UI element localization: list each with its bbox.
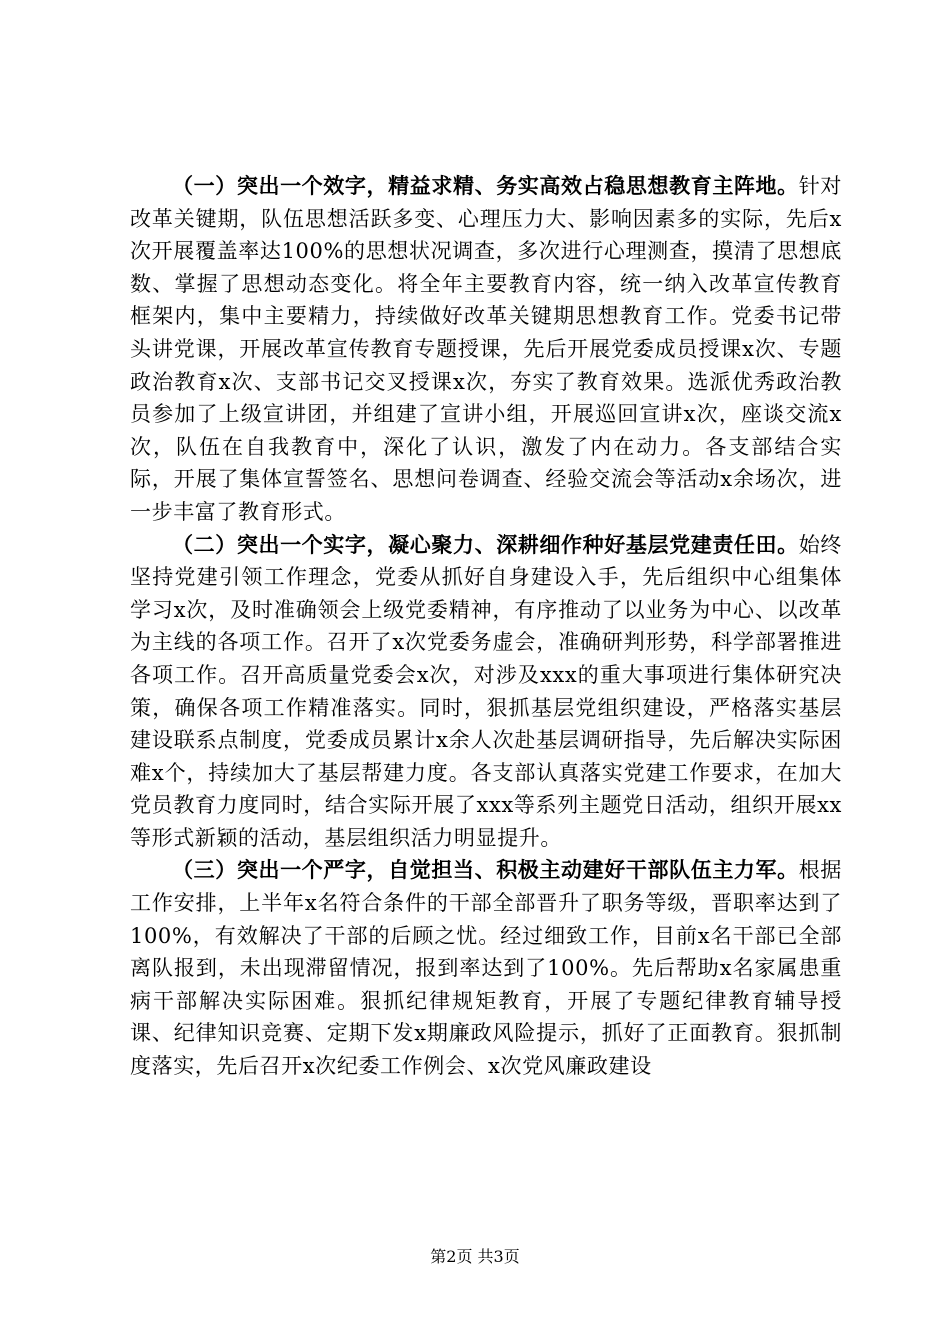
page-footer — [0, 1244, 950, 1267]
page-number-label: 第2页 共3页 — [430, 1247, 520, 1266]
paragraph-1 — [130, 170, 842, 529]
paragraph-text: 根据工作安排，上半年x名符合条件的干部全部晋升了职务等级，晋职率达到了100%，有效解决了干部的后顾之忧。经过细致工作，目前x名干部已全部离队报到，未出现滞留情况，报到率达到了100%。先后帮助x名家属患重病干部解决实际困难。狠抓纪律规矩教育，开展了专题纪律教育辅导授课、纪律知识竞赛、定期下发x期廉政风险提示，抓好了正面教育。狠抓制度落实，先后召开x次纪委工作例会、x次党风廉政建设 — [130, 858, 842, 1079]
paragraph-3 — [130, 854, 842, 1082]
paragraph-heading: （一）突出一个效字，精益求精、务实高效占稳思想教育主阵地。 — [172, 173, 799, 198]
paragraph-text: 始终坚持党建引领工作理念，党委从抓好自身建设入手，先后组织中心组集体学习x次，及时准确领会上级党委精神，有序推动了以业务为中心、以改革为主线的各项工作。召开了x次党委务虚会，准确研判形势，科学部署推进各项工作。召开高质量党委会x次，对涉及xxx的重大事项进行集体研究决策，确保各项工作精准落实。同时，狠抓基层党组织建设，严格落实基层建设联系点制度，党委成员累计x余人次赴基层调研指导，先后解决实际困难x个，持续加大了基层帮建力度。各支部认真落实党建工作要求，在加大党员教育力度同时，结合实际开展了xxx等系列主题党日活动，组织开展xx等形式新颖的活动，基层组织活力明显提升。 — [130, 532, 842, 850]
paragraph-text: 针对改革关键期，队伍思想活跃多变、心理压力大、影响因素多的实际，先后x次开展覆盖率达100%的思想状况调查，多次进行心理测查，摸清了思想底数、掌握了思想动态变化。将全年主要教育内容，统一纳入改革宣传教育框架内，集中主要精力，持续做好改革关键期思想教育工作。党委书记带头讲党课，开展改革宣传教育专题授课，先后开展党委成员授课x次、专题政治教育x次、支部书记交叉授课x次，夯实了教育效果。选派优秀政治教员参加了上级宣讲团，并组建了宣讲小组，开展巡回宣讲x次，座谈交流x次，队伍在自我教育中，深化了认识，激发了内在动力。各支部结合实际，开展了集体宣誓签名、思想问卷调查、经验交流会等活动x余场次，进一步丰富了教育形式。 — [130, 174, 842, 524]
paragraph-heading: （三）突出一个严字，自觉担当、积极主动建好干部队伍主力军。 — [172, 857, 799, 883]
paragraph-2 — [130, 529, 842, 855]
document-body — [130, 170, 842, 1083]
paragraph-heading: （二）突出一个实字，凝心聚力、深耕细作种好基层党建责任田。 — [172, 531, 799, 557]
